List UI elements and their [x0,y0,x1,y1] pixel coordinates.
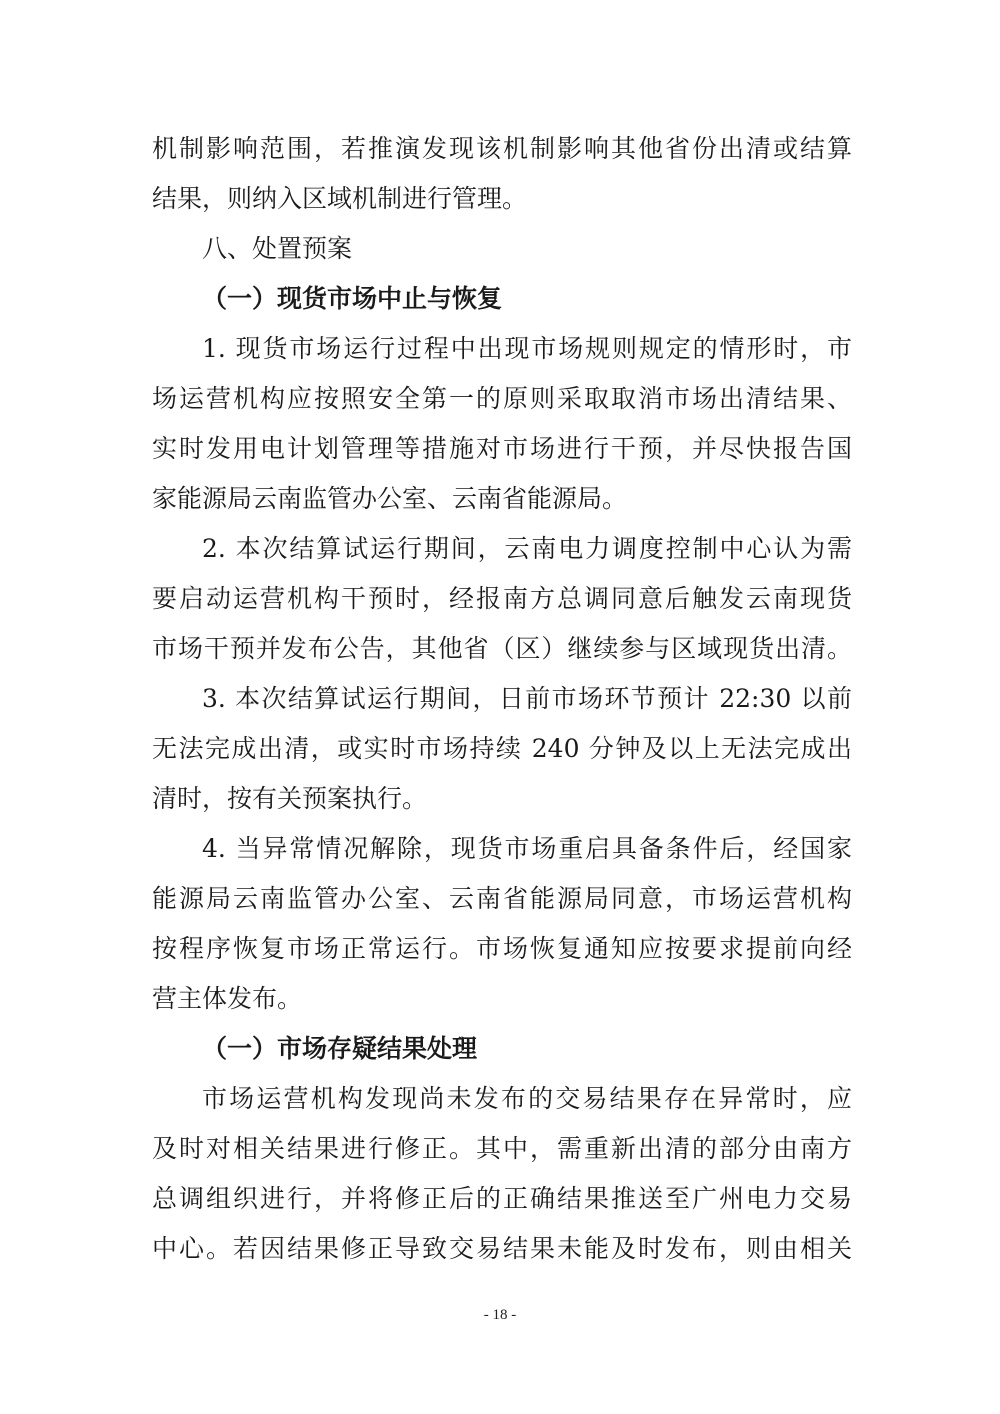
body-text-line: 3. 本次结算试运行期间，日前市场环节预计 22:30 以前 [202,684,852,713]
body-text-line: 家能源局云南监管办公室、云南省能源局。 [152,484,628,513]
body-text-line: 能源局云南监管办公室、云南省能源局同意，市场运营机构 [152,884,852,913]
body-text-line: 营主体发布。 [152,984,303,1013]
body-text-line: 1. 现货市场运行过程中出现市场规则规定的情形时，市 [202,334,852,363]
body-text-line: 要启动运营机构干预时，经报南方总调同意后触发云南现货 [152,584,852,613]
subsection-heading: （一）现货市场中止与恢复 [202,284,503,313]
body-text-line: 无法完成出清，或实时市场持续 240 分钟及以上无法完成出 [152,734,852,763]
subsection-heading: （一）市场存疑结果处理 [202,1034,478,1063]
page-number: - 18 - [483,1307,517,1323]
body-text-line: 中心。若因结果修正导致交易结果未能及时发布，则由相关 [152,1234,852,1263]
body-text-line: 市场运营机构发现尚未发布的交易结果存在异常时，应 [202,1084,852,1113]
body-text-line: 场运营机构应按照安全第一的原则采取取消市场出清结果、 [152,384,852,413]
body-text-line: 清时，按有关预案执行。 [152,784,428,813]
body-text-line: 及时对相关结果进行修正。其中，需重新出清的部分由南方 [152,1134,852,1163]
body-text-line: 实时发用电计划管理等措施对市场进行干预，并尽快报告国 [152,434,852,463]
body-text-line: 机制影响范围，若推演发现该机制影响其他省份出清或结算 [152,134,852,163]
body-text-line: 市场干预并发布公告，其他省（区）继续参与区域现货出清。 [152,634,852,663]
body-text-line: 结果，则纳入区域机制进行管理。 [152,184,528,213]
body-text-line: 2. 本次结算试运行期间，云南电力调度控制中心认为需 [202,534,852,563]
section-heading: 八、处置预案 [202,234,353,263]
body-text-line: 总调组织进行，并将修正后的正确结果推送至广州电力交易 [152,1184,852,1213]
body-text-line: 4. 当异常情况解除，现货市场重启具备条件后，经国家 [202,834,852,863]
body-text-line: 按程序恢复市场正常运行。市场恢复通知应按要求提前向经 [152,934,852,963]
